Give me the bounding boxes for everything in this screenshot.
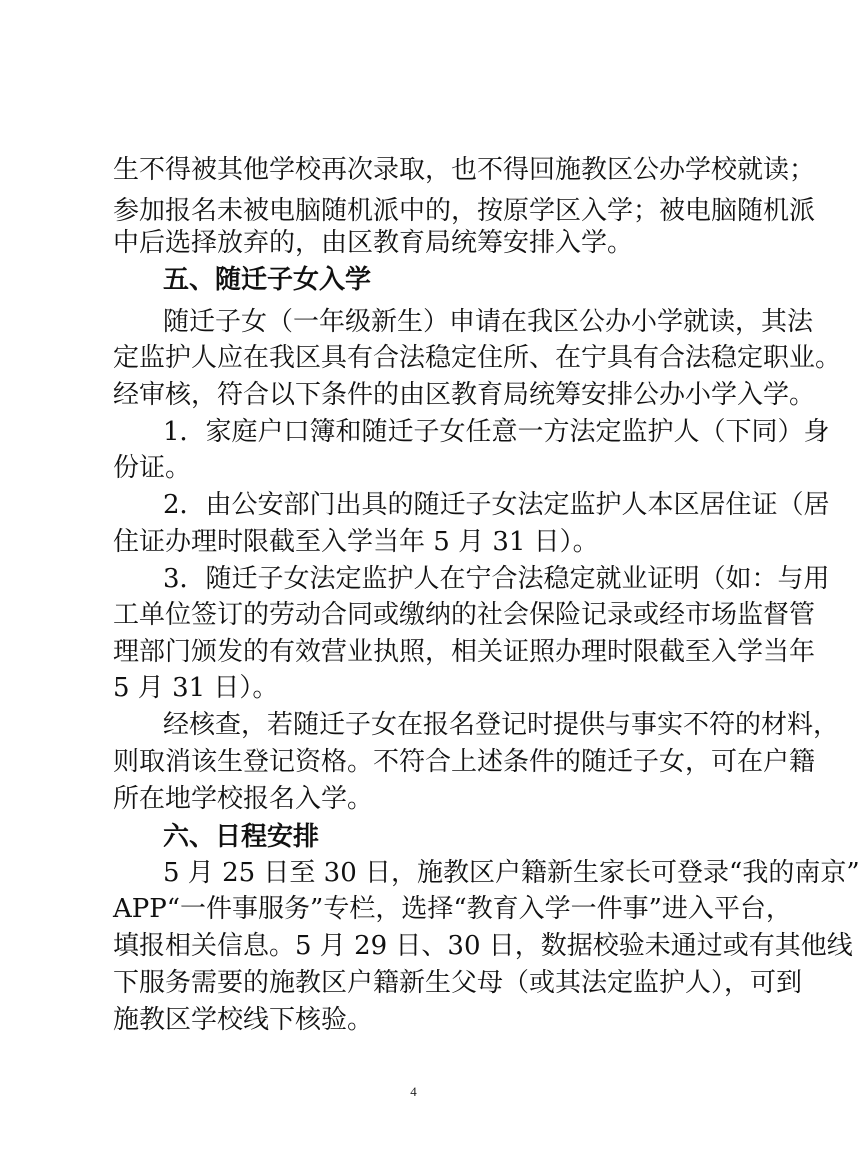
text-line: 份证。 — [113, 453, 192, 483]
text-line: 定监护人应在我区具有合法稳定住所、在宁具有合法稳定职业。 — [113, 343, 842, 373]
list-item-text: 2．由公安部门出具的随迁子女法定监护人本区居住证（居 — [163, 490, 830, 520]
section-heading: 五、随迁子女入学 — [163, 265, 372, 295]
text-line: 生不得被其他学校再次录取，也不得回施教区公办学校就读； — [113, 155, 816, 185]
list-item-text: 1．家庭户口簿和随迁子女任意一方法定监护人（下同）身 — [163, 417, 830, 447]
text-line: 施教区学校线下核验。 — [113, 1005, 374, 1035]
page-number: 4 — [410, 1084, 417, 1099]
text-line: APP“一件事服务”专栏，选择“教育入学一件事”进入平台， — [113, 894, 792, 924]
section-heading: 六、日程安排 — [163, 822, 320, 852]
text-line: 5 月 25 日至 30 日，施教区户籍新生家长可登录“我的南京” — [163, 858, 860, 888]
text-line: 下服务需要的施教区户籍新生父母（或其法定监护人），可到 — [113, 968, 803, 998]
text-line: 随迁子女（一年级新生）申请在我区公办小学就读，其法 — [163, 307, 814, 337]
list-item-text: 3．随迁子女法定监护人在宁合法稳定就业证明（如：与用 — [163, 564, 830, 594]
text-line: 填报相关信息。5 月 29 日、30 日，数据校验未通过或有其他线 — [113, 931, 853, 961]
text-line: 理部门颁发的有效营业执照，相关证照办理时限截至入学当年 — [113, 637, 816, 667]
text-line: 中后选择放弃的，由区教育局统筹安排入学。 — [113, 228, 634, 258]
text-line: 住证办理时限截至入学当年 5 月 31 日）。 — [113, 527, 599, 557]
text-line: 所在地学校报名入学。 — [113, 784, 374, 814]
text-line: 工单位签订的劳动合同或缴纳的社会保险记录或经市场监督管 — [113, 600, 816, 630]
text-line: 经审核，符合以下条件的由区教育局统筹安排公办小学入学。 — [113, 380, 816, 410]
text-line: 经核查，若随迁子女在报名登记时提供与事实不符的材料， — [163, 710, 840, 740]
text-line: 则取消该生登记资格。不符合上述条件的随迁子女，可在户籍 — [113, 747, 816, 777]
text-line: 5 月 31 日）。 — [113, 673, 279, 703]
text-line: 参加报名未被电脑随机派中的，按原学区入学；被电脑随机派 — [113, 196, 816, 226]
